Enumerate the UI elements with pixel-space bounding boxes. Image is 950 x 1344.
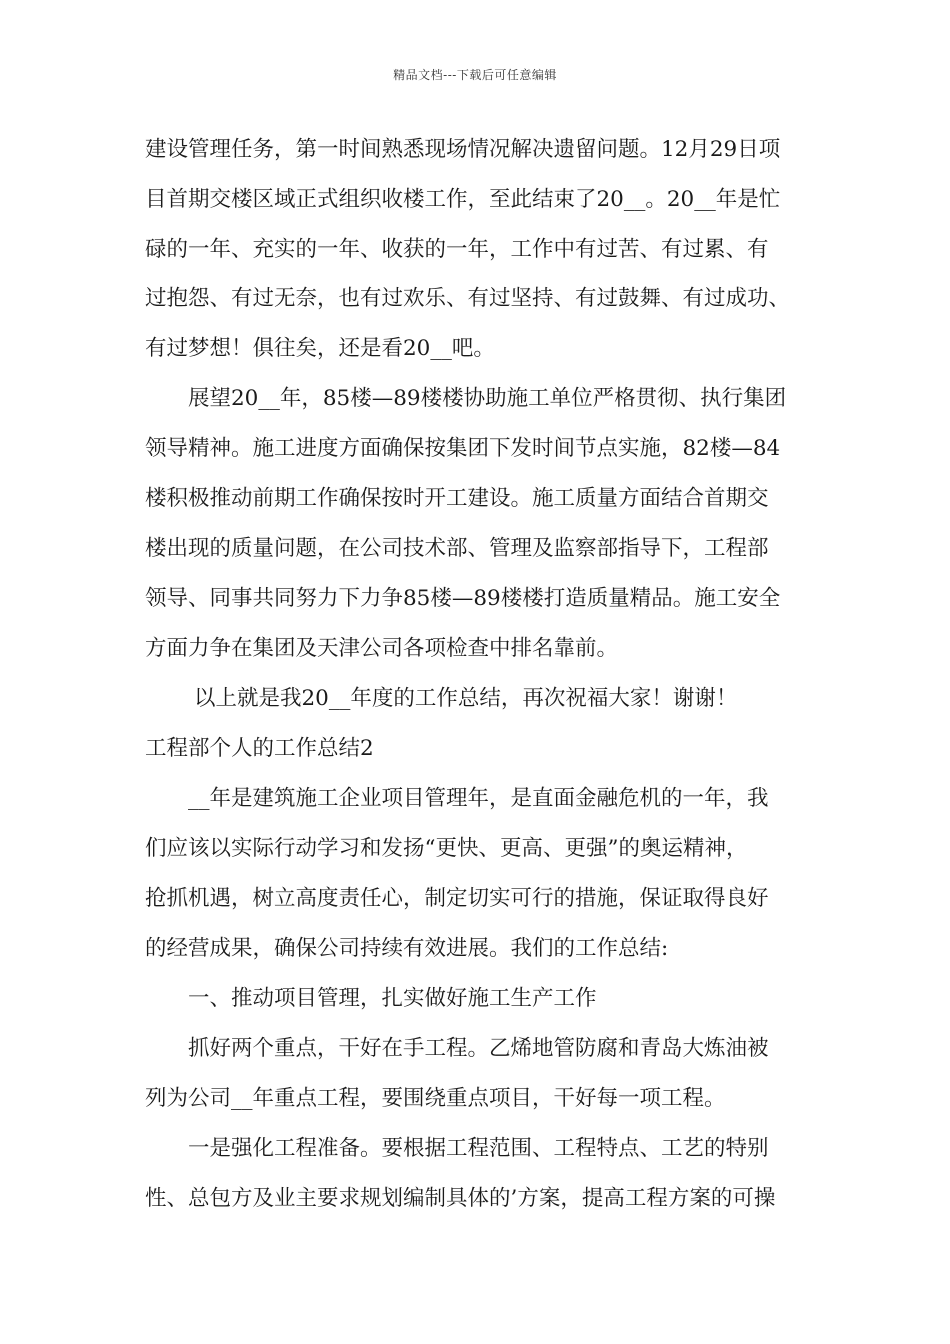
page-header: 精品文档---下载后可任意编辑 (393, 68, 557, 82)
text-line: 展望20__年，85楼—89楼楼协助施工单位严格贯彻、执行集团 (188, 386, 787, 411)
section-heading: 工程部个人的工作总结2 (145, 736, 374, 761)
text-line: 楼积极推动前期工作确保按时开工建设。施工质量方面结合首期交 (145, 486, 769, 511)
text-line: 抢抓机遇，树立高度责任心，制定切实可行的措施，保证取得良好 (145, 886, 769, 911)
text-line: 领导精神。施工进度方面确保按集团下发时间节点实施，82楼—84 (145, 436, 781, 461)
text-line: 的经营成果，确保公司持续有效进展。我们的工作总结: (145, 936, 669, 961)
text-line: 方面力争在集团及天津公司各项检查中排名靠前。 (145, 636, 619, 661)
text-line: 建设管理任务，第一时间熟悉现场情况解决遗留问题。12月29日项 (145, 137, 781, 162)
text-line: 领导、同事共同努力下力争85楼—89楼楼打造质量精品。施工安全 (145, 586, 781, 611)
text-line: 目首期交楼区域正式组织收楼工作，至此结束了20__。20__年是忙 (145, 187, 781, 212)
text-line: 有过梦想！俱往矣，还是看20__吧。 (145, 336, 495, 361)
text-line: 以上就是我20__年度的工作总结，再次祝福大家！谢谢！ (194, 686, 738, 711)
text-line: __年是建筑施工企业项目管理年，是直面金融危机的一年，我 (188, 786, 769, 811)
subheading: 一、推动项目管理，扎实做好施工生产工作 (188, 986, 597, 1011)
text-line: 性、总包方及业主要求规划编制具体的’方案，提高工程方案的可操 (145, 1186, 776, 1211)
text-line: 们应该以实际行动学习和发扬“更快、更高、更强”的奥运精神， (145, 836, 748, 861)
text-line: 过抱怨、有过无奈，也有过欢乐、有过坚持、有过鼓舞、有过成功、 (145, 286, 791, 311)
text-line: 一是强化工程准备。要根据工程范围、工程特点、工艺的特别 (188, 1136, 769, 1161)
text-line: 碌的一年、充实的一年、收获的一年，工作中有过苦、有过累、有 (145, 237, 769, 262)
text-line: 楼出现的质量问题，在公司技术部、管理及监察部指导下，工程部 (145, 536, 769, 561)
text-line: 抓好两个重点，干好在手工程。乙烯地管防腐和青岛大炼油被 (188, 1036, 769, 1061)
text-line: 列为公司__年重点工程，要围绕重点项目，干好每一项工程。 (145, 1086, 726, 1111)
